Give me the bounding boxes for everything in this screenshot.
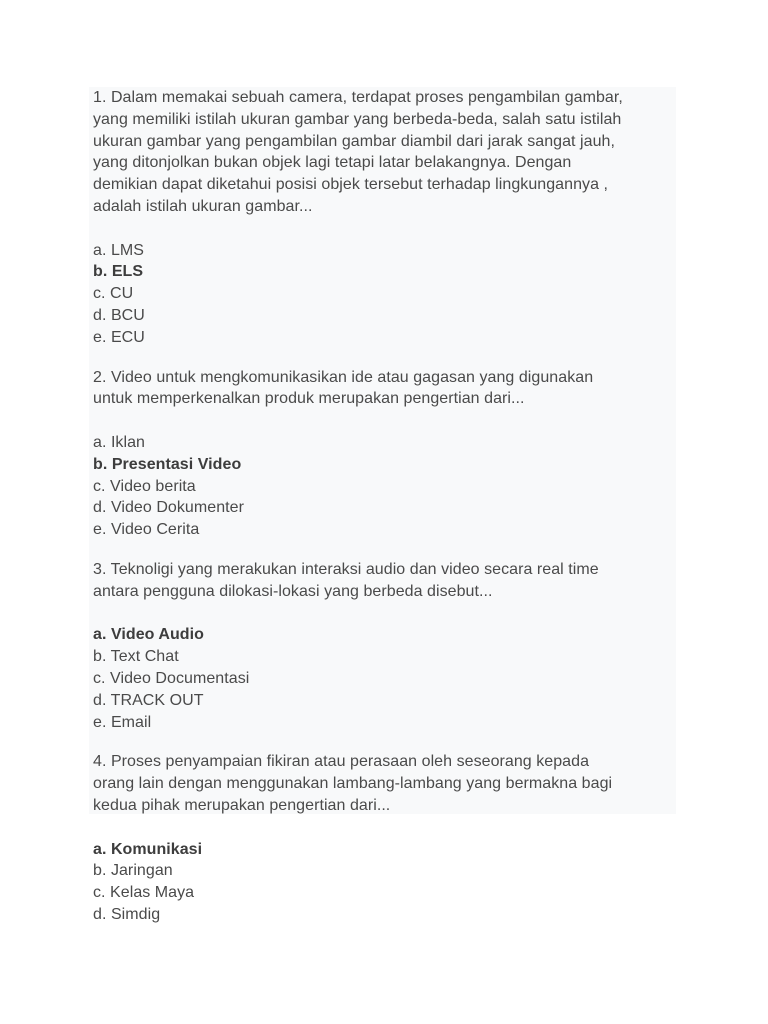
- answer-options: [93, 839, 683, 926]
- answer-option: b. Text Chat: [93, 648, 179, 666]
- question-text: 1. Dalam memakai sebuah camera, terdapat proses pengambilan gambar, yang memiliki istilah ukuran gambar yang berbeda-beda, salah satu istilah ukuran gambar yang pengambilan gambar diambil dari jarak sangat jauh, yang ditonjolkan bukan objek lagi tetapi latar belakangnya. Dengan demikian dapat diketahui posisi objek tersebut terhadap lingkungannya , adalah istilah ukuran gambar...: [93, 89, 623, 215]
- question-text: 2. Video untuk mengkomunikasikan ide atau gagasan yang digunakan untuk memperkenalkan produk merupakan pengertian dari...: [93, 368, 594, 408]
- answer-option: d. Video Dokumenter: [93, 499, 244, 517]
- question-text: 3. Teknoligi yang merakukan interaksi audio dan video secara real time antara pengguna dilokasi-lokasi yang berbeda disebut...: [93, 560, 599, 600]
- question-block: [93, 367, 683, 541]
- question-block: [93, 87, 683, 349]
- question-block: [93, 751, 683, 925]
- correct-answer-option: b. Presentasi Video: [93, 455, 242, 473]
- answer-option: e. ECU: [93, 328, 145, 346]
- quiz-content: [93, 87, 683, 926]
- answer-option: d. TRACK OUT: [93, 691, 204, 709]
- answer-option: c. Video Documentasi: [93, 669, 250, 687]
- answer-option: c. Kelas Maya: [93, 884, 195, 902]
- answer-option: b. Jaringan: [93, 862, 173, 880]
- answer-options: [93, 432, 683, 541]
- answer-option: e. Video Cerita: [93, 521, 200, 539]
- question-block: [93, 559, 683, 733]
- answer-option: c. CU: [93, 285, 134, 303]
- correct-answer-option: a. Komunikasi: [93, 840, 203, 858]
- answer-option: a. Iklan: [93, 433, 145, 451]
- answer-option: a. LMS: [93, 241, 144, 259]
- answer-option: d. BCU: [93, 306, 145, 324]
- question-text: 4. Proses penyampaian fikiran atau perasaan oleh seseorang kepada orang lain dengan menggunakan lambang-lambang yang bermakna bagi kedua pihak merupakan pengertian dari...: [93, 753, 613, 814]
- correct-answer-option: a. Video Audio: [93, 626, 204, 644]
- answer-option: e. Email: [93, 713, 152, 731]
- correct-answer-option: b. ELS: [93, 263, 144, 281]
- answer-options: [93, 624, 683, 733]
- answer-option: d. Simdig: [93, 905, 161, 923]
- answer-option: c. Video berita: [93, 477, 196, 495]
- answer-options: [93, 240, 683, 349]
